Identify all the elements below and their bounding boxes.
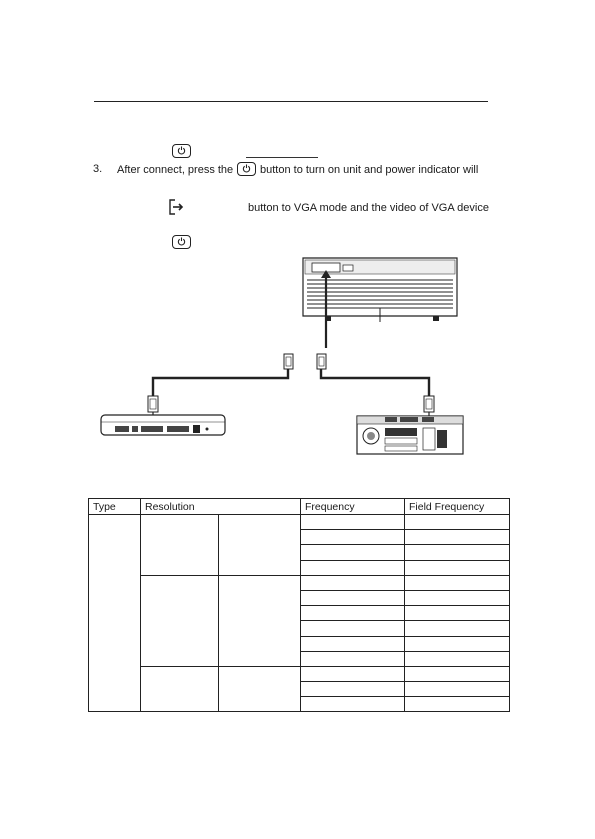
- resolution-cell: [219, 666, 301, 712]
- table-header-row: [89, 499, 510, 515]
- laptop-illustration: [101, 415, 225, 435]
- field-frequency-cell: [405, 575, 510, 590]
- frequency-cell: [301, 682, 405, 697]
- resolution-cell: [141, 515, 219, 576]
- power-icon: [172, 235, 191, 249]
- header-type: Type: [89, 499, 141, 515]
- frequency-cell: [301, 621, 405, 636]
- table-row: [89, 666, 510, 681]
- vga-mode-text: button to VGA mode and the video of VGA device: [248, 202, 489, 214]
- header-field-frequency: Field Frequency: [405, 499, 510, 515]
- resolution-cell: [219, 515, 301, 576]
- header-resolution: Resolution: [141, 499, 301, 515]
- field-frequency-cell: [405, 666, 510, 681]
- field-frequency-cell: [405, 651, 510, 666]
- vga-connection-diagram: [95, 250, 475, 460]
- field-frequency-cell: [405, 682, 510, 697]
- frequency-cell: [301, 636, 405, 651]
- frequency-cell: [301, 666, 405, 681]
- field-frequency-cell: [405, 636, 510, 651]
- header-frequency: Frequency: [301, 499, 405, 515]
- frequency-cell: [301, 545, 405, 560]
- field-frequency-cell: [405, 560, 510, 575]
- header-rule: [94, 101, 488, 102]
- frequency-cell: [301, 590, 405, 605]
- field-frequency-cell: [405, 606, 510, 621]
- field-frequency-cell: [405, 697, 510, 712]
- desktop-pc-illustration: [357, 416, 463, 454]
- frequency-cell: [301, 530, 405, 545]
- table-row: [89, 575, 510, 590]
- resolution-table: [88, 498, 510, 712]
- field-frequency-cell: [405, 545, 510, 560]
- field-frequency-cell: [405, 530, 510, 545]
- frequency-cell: [301, 606, 405, 621]
- type-cell: [89, 515, 141, 712]
- resolution-cell: [219, 575, 301, 666]
- step3-text-start: After connect, press the: [117, 164, 234, 176]
- frequency-cell: [301, 651, 405, 666]
- resolution-cell: [141, 575, 219, 666]
- frequency-cell: [301, 575, 405, 590]
- source-input-icon: [168, 198, 184, 221]
- step-number: 3.: [93, 163, 103, 175]
- frequency-cell: [301, 515, 405, 530]
- underline-mark: [246, 157, 318, 158]
- frequency-cell: [301, 560, 405, 575]
- power-icon: [237, 162, 256, 176]
- field-frequency-cell: [405, 590, 510, 605]
- frequency-cell: [301, 697, 405, 712]
- table-row: [89, 515, 510, 530]
- resolution-cell: [141, 666, 219, 712]
- step3-text-end: button to turn on unit and power indicator will: [260, 164, 479, 176]
- field-frequency-cell: [405, 515, 510, 530]
- cable-connector: [284, 354, 326, 369]
- power-icon: [172, 144, 191, 158]
- field-frequency-cell: [405, 621, 510, 636]
